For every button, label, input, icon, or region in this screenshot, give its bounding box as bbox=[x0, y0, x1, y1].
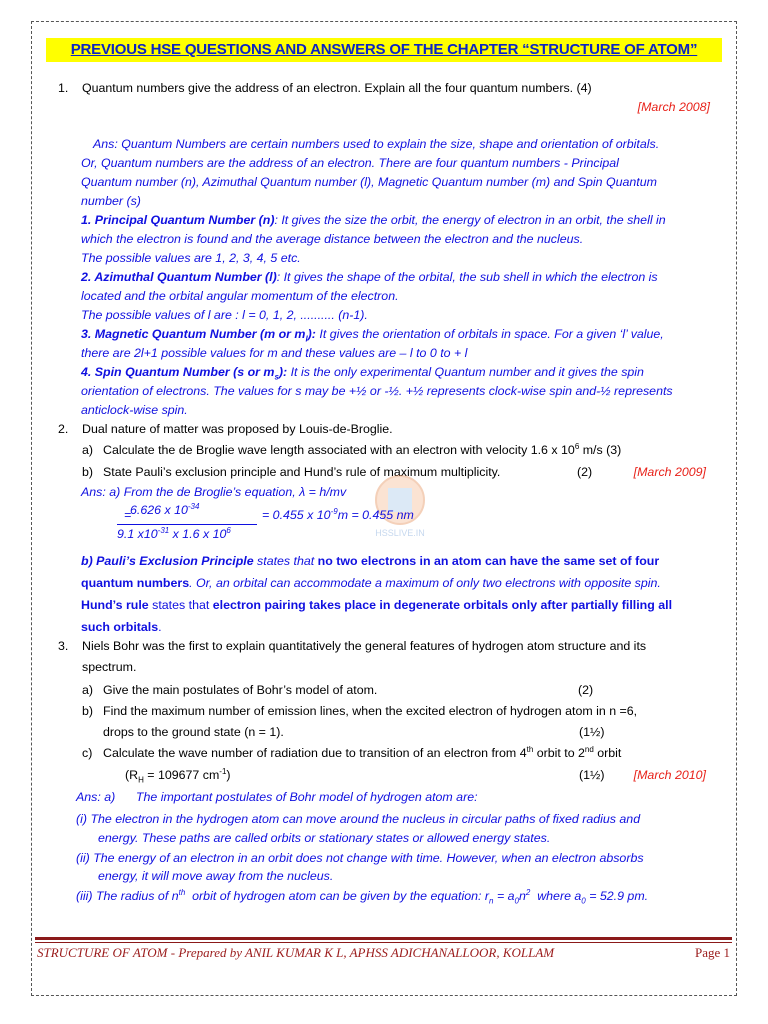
hund-line-2: such orbitals. bbox=[81, 620, 162, 634]
exam-tag: [March 2008] bbox=[637, 100, 710, 114]
sub-text: Calculate the wave number of radiation due to transition of an electron from 4th orbit to 2nd orbit bbox=[103, 744, 622, 760]
question-1 bbox=[58, 79, 718, 98]
exam-tag: [March 2009] bbox=[633, 465, 706, 479]
answer-line: Or, Quantum numbers are the address of an electron. There are four quantum numbers - Principal bbox=[81, 156, 619, 170]
marks: (1½) bbox=[579, 725, 605, 739]
answer-line: located and the orbital angular momentum of the electron. bbox=[81, 289, 399, 303]
magnetic-qn-text: It gives the orientation of orbitals in space. For a given ‘l’ value, bbox=[315, 327, 664, 341]
page-number: Page 1 bbox=[694, 945, 730, 960]
spin-qn-heading: 4. Spin Quantum Number (s or $m_s$): bbox=[81, 365, 288, 382]
sub-label: a) bbox=[82, 683, 94, 697]
question-3b-cont bbox=[103, 723, 663, 742]
principal-qn-text: : It gives the size the orbit, the energy of electron in an orbit, the shell in bbox=[274, 213, 666, 227]
question-number: 2. bbox=[58, 422, 69, 436]
postulate-i: (i) The electron in the hydrogen atom can move around the nucleus in circular paths of fixed radius and bbox=[76, 812, 641, 826]
page-title: PREVIOUS HSE QUESTIONS AND ANSWERS OF THE CHAPTER “STRUCTURE OF ATOM” bbox=[70, 41, 698, 58]
sub-text: State Pauli’s exclusion principle and Hund’s rule of maximum multiplicity. bbox=[103, 465, 501, 479]
answer-line: The possible values of l are : l = 0, 1, 2, .......... (n-1). bbox=[81, 308, 368, 322]
watermark-logo-icon bbox=[360, 470, 440, 540]
pauli-line-2: quantum numbers. Or, an orbital can accommodate a maximum of only two electrons with opposite spin. bbox=[81, 576, 661, 590]
question-text: Dual nature of matter was proposed by Louis-de-Broglie. bbox=[82, 422, 393, 436]
question-2 bbox=[58, 420, 718, 439]
azimuthal-qn-text: : It gives the shape of the orbital, the sub shell in which the electron is bbox=[276, 270, 658, 284]
postulate-ii-cont: energy, it will move away from the nucleus. bbox=[98, 869, 334, 883]
fraction-denominator: 9.1 $x10^{-31}$ x 1.6 x $10^6$ bbox=[117, 525, 231, 541]
pauli-heading: b) Pauli’s Exclusion Principle bbox=[81, 554, 254, 568]
magnetic-qn-line bbox=[81, 325, 664, 344]
question-number: 1. bbox=[58, 81, 69, 95]
azimuthal-qn-heading: 2. Azimuthal Quantum Number (l) bbox=[81, 270, 277, 284]
marks: (2) bbox=[577, 465, 593, 479]
question-number: 3. bbox=[58, 639, 69, 653]
footer-rule-thin bbox=[35, 942, 732, 943]
sub-text: Give the main postulates of Bohr’s model of atom. bbox=[103, 683, 378, 697]
sub-text: Calculate the de Broglie wave length associated with an electron with velocity 1.6 x $10^6$ m/s (3) bbox=[103, 441, 622, 457]
sub-label: b) bbox=[82, 704, 94, 718]
question-3c bbox=[82, 744, 732, 763]
postulate-i-cont: energy. These paths are called orbits or stationary states or allowed energy states. bbox=[98, 831, 551, 845]
sub-text: drops to the ground state (n = 1). bbox=[103, 725, 284, 739]
pauli-line-1: b) Pauli’s Exclusion Principle states that no two electrons in an atom can have the same set of four bbox=[81, 554, 660, 568]
hund-line-1: Hund’s rule states that electron pairing takes place in degenerate orbitals only after partially filling all bbox=[81, 598, 673, 612]
page-title-banner bbox=[46, 38, 722, 62]
answer-line: Quantum number (n), Azimuthal Quantum number (l), Magnetic Quantum number (m) and Spin Quantum bbox=[81, 175, 657, 189]
answer-line: orientation of electrons. The values for s may be +½ or -½. +½ represents clock-wise spin and-½ represents bbox=[81, 384, 673, 398]
answer-line: anticlock-wise spin. bbox=[81, 403, 188, 417]
principal-qn-heading: 1. Principal Quantum Number (n) bbox=[81, 213, 275, 227]
postulate-iii: (iii) The radius of $n^{th}$ orbit of hydrogen atom can be given by the equation: $r_n = a_0n^2$ where $a_0 = 52.9$ pm. bbox=[76, 887, 649, 906]
sub-label: c) bbox=[82, 746, 93, 760]
fraction-numerator: 6.626 x $10^{-34}$ bbox=[130, 501, 200, 517]
footer-text: STRUCTURE OF ATOM - Prepared by ANIL KUMAR K L, APHSS ADICHANALLOOR, KOLLAM bbox=[37, 945, 555, 960]
watermark-text: HSSLIVE.IN bbox=[375, 528, 425, 538]
answer-line: which the electron is found and the average distance between the electron and the nucleus. bbox=[81, 232, 584, 246]
question-text: Quantum numbers give the address of an electron. Explain all the four quantum numbers. (4) bbox=[82, 81, 592, 95]
exam-tag: [March 2010] bbox=[633, 768, 706, 782]
question-text: spectrum. bbox=[82, 660, 137, 674]
answer-line: The possible values are 1, 2, 3, 4, 5 etc. bbox=[81, 251, 301, 265]
fraction-bar bbox=[117, 524, 257, 525]
question-3b bbox=[82, 702, 732, 721]
sub-label: b) bbox=[82, 465, 94, 479]
azimuthal-qn-line bbox=[81, 268, 658, 287]
answer-line: there are 2l+1 possible values for m and these values are – l to 0 to + l bbox=[81, 346, 468, 360]
equals-sign: = bbox=[124, 508, 132, 522]
question-3 bbox=[58, 637, 728, 656]
page-footer bbox=[37, 945, 730, 961]
answer-line: Ans: a) From the de Broglie’s equation, λ = h/mv bbox=[81, 485, 347, 499]
hund-heading: Hund’s rule bbox=[81, 598, 149, 612]
sub-label: a) bbox=[82, 443, 94, 457]
marks: (2) bbox=[578, 683, 594, 697]
spin-qn-line bbox=[81, 363, 644, 382]
rydberg-constant: ($R_H = 109677$ $cm^{-1}$) (1½) bbox=[125, 766, 605, 785]
principal-qn-line bbox=[81, 211, 666, 230]
spin-qn-text: It is the only experimental Quantum number and it gives the spin bbox=[287, 365, 644, 379]
answer-heading: Ans: a) The important postulates of Bohr model of hydrogen atom are: bbox=[76, 790, 478, 804]
question-text: Niels Bohr was the first to explain quantitatively the general features of hydrogen atom structure and its bbox=[82, 639, 647, 653]
answer-line: Ans: Quantum Numbers are certain numbers used to explain the size, shape and orientation of orbitals. bbox=[93, 137, 660, 151]
sub-text: Find the maximum number of emission lines, when the excited electron of hydrogen atom in n =6, bbox=[103, 704, 638, 718]
magnetic-qn-heading: 3. Magnetic Quantum Number (m or $m_l$): bbox=[81, 327, 316, 344]
postulate-ii: (ii) The energy of an electron in an orbit does not change with time. However, when an electron absorbs bbox=[76, 851, 644, 865]
question-2a bbox=[82, 441, 722, 460]
footer-rule bbox=[35, 937, 732, 940]
question-3a bbox=[82, 681, 722, 700]
answer-line: number (s) bbox=[81, 194, 141, 208]
marks: (1½) bbox=[579, 768, 605, 782]
calculation-result: = 0.455 x $10^{-9}m = 0.455$ nm bbox=[262, 506, 414, 522]
